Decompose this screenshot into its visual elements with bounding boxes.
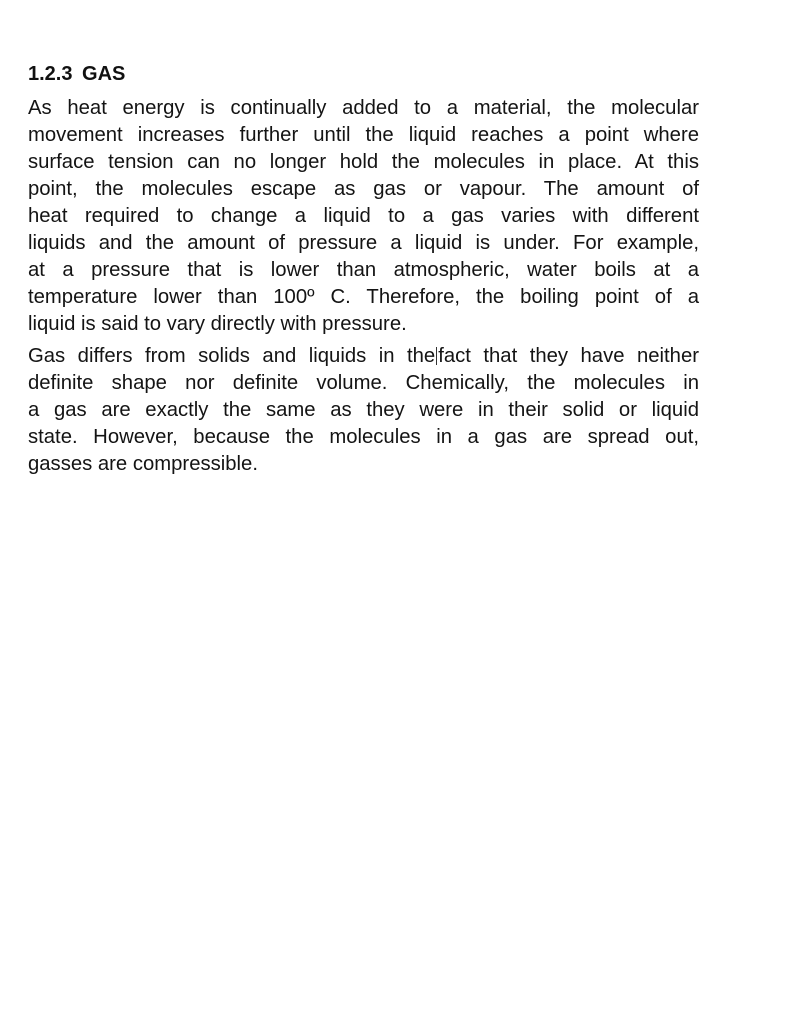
text-line: gasses are compressible. <box>28 453 258 475</box>
text-line: state. However, because the molecules in a gas are spread out, <box>28 426 699 448</box>
text-line: definite shape nor definite volume. Chemically, the molecules in <box>28 372 699 394</box>
paragraph-2 <box>28 343 699 478</box>
text-line: movement increases further until the liquid reaches a point where <box>28 124 699 146</box>
text-line: As heat energy is continually added to a material, the molecular <box>28 97 699 119</box>
text-segment: fact that they have neither <box>438 345 699 367</box>
text-line: at a pressure that is lower than atmospheric, water boils at a <box>28 259 699 281</box>
section-heading: 1.2.3 GAS <box>28 63 126 85</box>
text-line: heat required to change a liquid to a gas varies with different <box>28 205 699 227</box>
text-line: surface tension can no longer hold the molecules in place. At this <box>28 151 699 173</box>
text-line-with-cursor <box>28 343 699 370</box>
text-segment: Gas differs from solids and liquids in the <box>28 345 436 367</box>
paragraph-1 <box>28 95 699 338</box>
text-line: a gas are exactly the same as they were in their solid or liquid <box>28 399 699 421</box>
text-line: point, the molecules escape as gas or vapour. The amount of <box>28 178 699 200</box>
text-line: liquid is said to vary directly with pressure. <box>28 313 407 335</box>
text-line: temperature lower than 100º C. Therefore, the boiling point of a <box>28 286 699 308</box>
text-line: liquids and the amount of pressure a liquid is under. For example, <box>28 232 699 254</box>
